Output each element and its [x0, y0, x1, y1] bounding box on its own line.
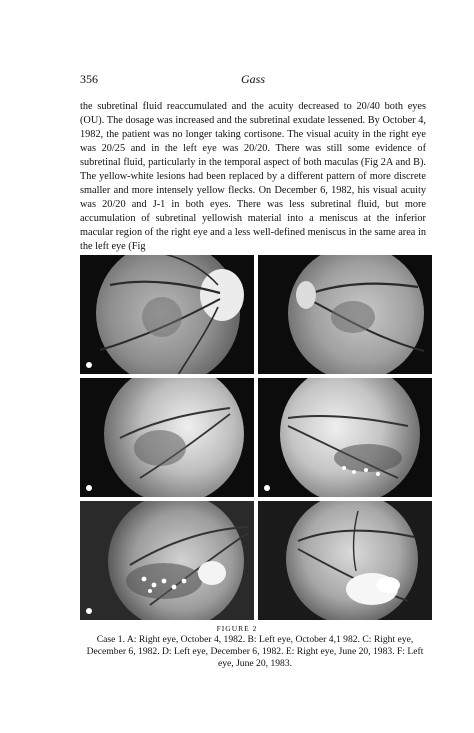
- fundus-image-d: [258, 378, 432, 497]
- fundus-photo-b: [258, 255, 432, 374]
- fundus-image-e: [80, 501, 254, 620]
- fundus-photo-grid: [80, 255, 432, 621]
- page-header: [80, 72, 426, 86]
- fundus-image-f: [258, 501, 432, 620]
- fundus-photo-d: [258, 378, 432, 497]
- panel-marker-dot: [86, 485, 92, 491]
- body-paragraph: the subretinal fluid reaccumulated and the acuity decreased to 20/40 both eyes (OU). The dosage was increased and the subretinal exudate lessened. By October 4, 1982, the patient was no longer taking cortisone. The visual acuity in the right eye was 20/25 and in the left eye was 20/20. There was still some evidence of subretinal fluid, particularly in the temporal aspect of both maculas (Fig 2A and B). The yellow-white lesions had been replaced by a different pattern of more discrete smaller and more intensely yellow flecks. On December 6, 1982, his visual acuity was 20/20 and J-1 in both eyes. There was less subretinal fluid, but more accumulation of subretinal yellowish material into a meniscus at the inferior macular region of the right eye and a less well-defined meniscus in the same area in the left eye (Fig: [80, 101, 426, 252]
- panel-marker-dot: [86, 362, 92, 368]
- fundus-photo-a: [80, 255, 254, 374]
- figure-caption: Case 1. A: Right eye, October 4, 1982. B: Left eye, October 4,1 982. C: Right eye, December 6, 1982. D: Left eye, December 6, 1982. E: Right eye, June 20, 1983. F: Left eye, June 20, 1983.: [86, 634, 424, 669]
- figure-label: FIGURE 2: [216, 624, 258, 633]
- fundus-image-c: [80, 378, 254, 497]
- panel-marker-dot: [86, 608, 92, 614]
- fundus-photo-c: [80, 378, 254, 497]
- page-number: 356: [80, 72, 98, 86]
- panel-marker-dot: [264, 485, 270, 491]
- running-head: Gass: [240, 72, 265, 86]
- fundus-photo-f: [258, 501, 432, 620]
- fundus-image-b: [258, 255, 432, 374]
- fundus-photo-e: [80, 501, 254, 620]
- fundus-image-a: [80, 255, 254, 374]
